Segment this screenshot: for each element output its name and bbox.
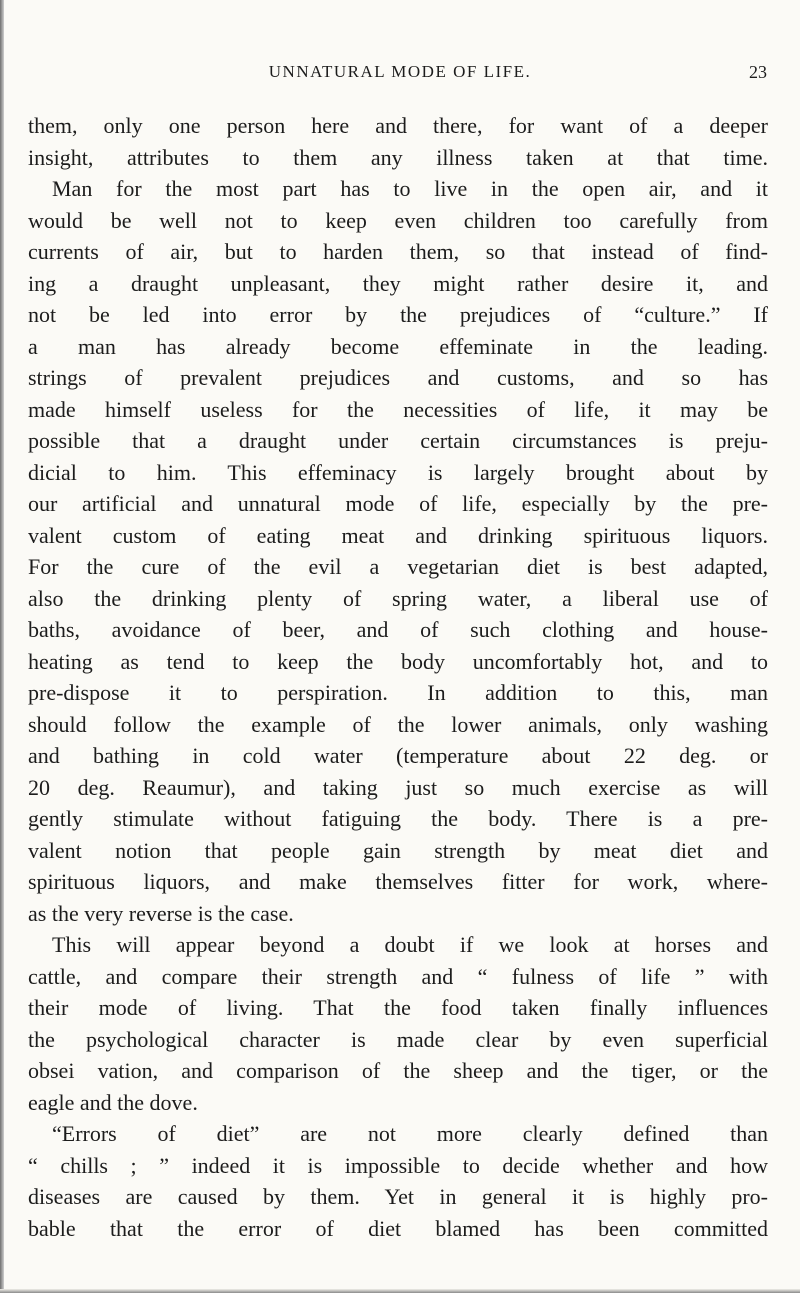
text-line: and bathing in cold water (temperature about 22 deg. or	[28, 743, 768, 768]
page-bottom-edge	[0, 1289, 800, 1293]
text-line: strings of prevalent prejudices and customs, and so has	[28, 365, 768, 390]
text-line: the psychological character is made clear by even superficial	[28, 1026, 768, 1052]
paragraph-start-line: Man for the most part has to live in the open air, and it	[52, 176, 768, 201]
text-line: bable that the error of diet blamed has been committed	[28, 1215, 768, 1241]
text-line: them, only one person here and there, for want of a deeper	[28, 113, 768, 138]
running-head	[0, 62, 800, 86]
page-left-edge	[0, 0, 4, 1293]
body-text	[28, 110, 768, 1244]
paragraph-end-line: as the very reverse is the case.	[28, 900, 294, 926]
text-line: ing a draught unpleasant, they might rather desire it, and	[28, 270, 768, 296]
text-line: possible that a draught under certain circumstances is preju-	[28, 428, 768, 453]
text-line: a man has already become effeminate in the leading.	[28, 333, 768, 359]
text-line: For the cure of the evil a vegetarian diet is best adapted,	[28, 554, 768, 579]
text-line: “ chills ; ” indeed it is impossible to decide whether and how	[28, 1152, 768, 1178]
text-line: cattle, and compare their strength and “ fulness of life ” with	[28, 963, 768, 989]
text-line: heating as tend to keep the body uncomfortably hot, and to	[28, 648, 768, 674]
text-line: currents of air, but to harden them, so that instead of find-	[28, 239, 768, 264]
text-line: their mode of living. That the food taken finally influences	[28, 995, 768, 1020]
running-title: UNNATURAL MODE OF LIFE.	[268, 62, 532, 81]
text-line: would be well not to keep even children too carefully from	[28, 207, 768, 233]
text-line: made himself useless for the necessities of life, it may be	[28, 396, 768, 422]
text-line: dicial to him. This effeminacy is largely brought about by	[28, 459, 768, 485]
text-line: obsei vation, and comparison of the sheep and the tiger, or the	[28, 1058, 768, 1083]
paragraph-end-line: eagle and the dove.	[28, 1089, 198, 1115]
page-number: 23	[749, 62, 767, 82]
text-line: baths, avoidance of beer, and of such clothing and house-	[28, 617, 768, 642]
text-line: pre-dispose it to perspiration. In addition to this, man	[28, 680, 768, 705]
text-line: gently stimulate without fatiguing the body. There is a pre-	[28, 806, 768, 831]
text-line: our artificial and unnatural mode of life, especially by the pre-	[28, 491, 768, 516]
text-line: valent notion that people gain strength by meat diet and	[28, 837, 768, 863]
text-line: not be led into error by the prejudices of “culture.” If	[28, 302, 768, 327]
text-line: insight, attributes to them any illness taken at that time.	[28, 144, 768, 170]
text-line: also the drinking plenty of spring water, a liberal use of	[28, 585, 768, 611]
paragraph-start-line: “Errors of diet” are not more clearly defined than	[52, 1121, 768, 1146]
text-line: should follow the example of the lower animals, only washing	[28, 711, 768, 737]
text-line: 20 deg. Reaumur), and taking just so much exercise as will	[28, 774, 768, 800]
text-line: diseases are caused by them. Yet in general it is highly pro-	[28, 1184, 768, 1209]
paragraph-start-line: This will appear beyond a doubt if we look at horses and	[52, 932, 768, 957]
text-line: spirituous liquors, and make themselves fitter for work, where-	[28, 869, 768, 894]
text-line: valent custom of eating meat and drinking spirituous liquors.	[28, 522, 768, 548]
